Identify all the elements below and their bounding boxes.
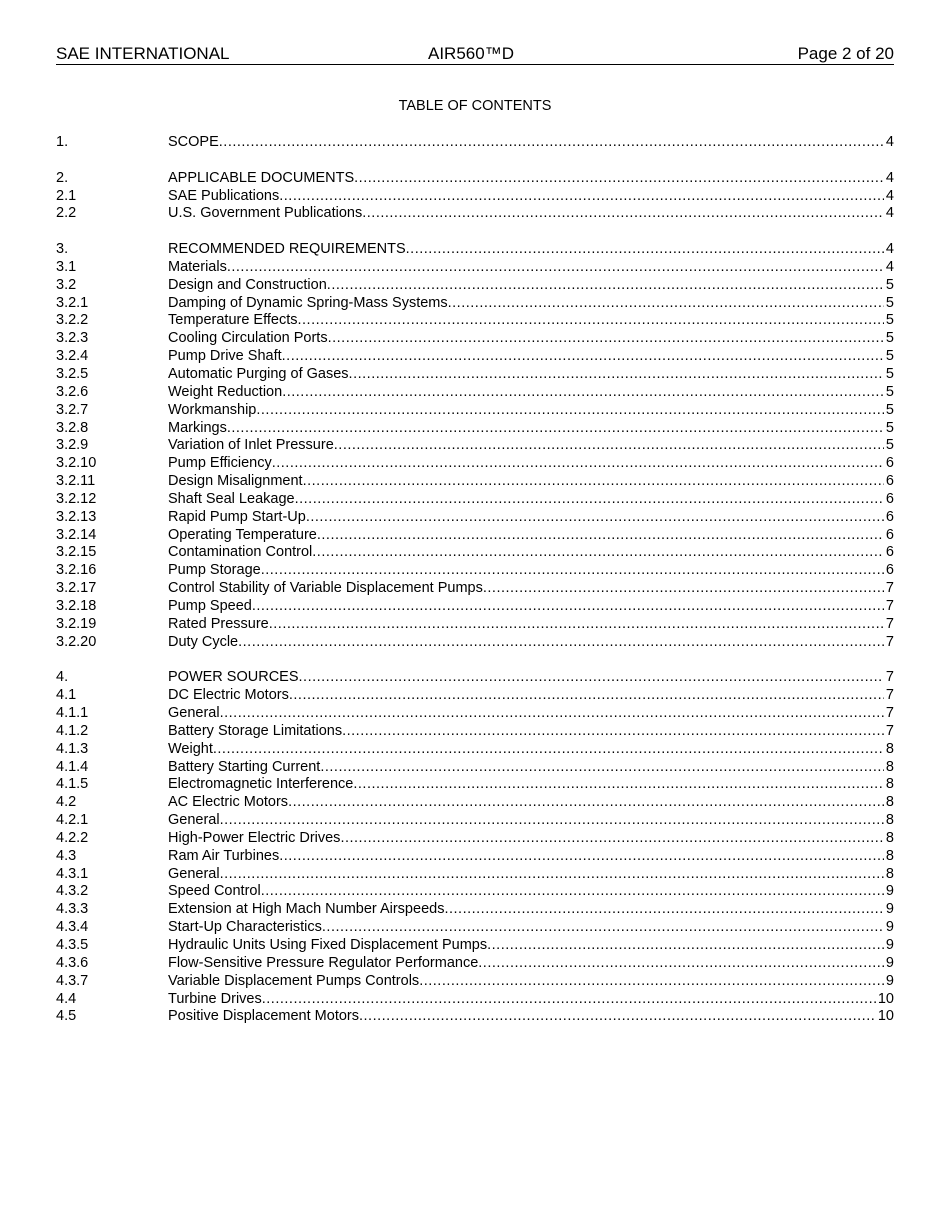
toc-entry-page: 8: [885, 758, 894, 775]
toc-entry-line: [168, 580, 894, 598]
toc-entry[interactable]: [56, 901, 894, 919]
toc-entry-page: 6: [885, 508, 894, 525]
toc-entry-title[interactable]: APPLICABLE DOCUMENTS: [168, 169, 355, 186]
toc-entry-page: 7: [885, 597, 894, 614]
toc-entry-number: 3.2.18: [56, 597, 97, 614]
page-header: [56, 44, 894, 65]
toc-entry-page: 6: [885, 490, 894, 507]
toc-dot-leader: [269, 616, 884, 634]
header-organization: SAE INTERNATIONAL: [56, 44, 230, 63]
toc-entry-title[interactable]: Battery Storage Limitations: [168, 722, 343, 739]
toc-dot-leader: [303, 473, 884, 491]
toc-entry-line: [168, 723, 894, 741]
toc-entry-title[interactable]: Control Stability of Variable Displacement Pumps: [168, 580, 483, 597]
toc-entry-title[interactable]: RECOMMENDED REQUIREMENTS: [168, 241, 406, 258]
toc-entry-number: 3.2.4: [56, 348, 89, 365]
toc-entry-title[interactable]: Pump Storage: [168, 562, 261, 579]
toc-entry-page: 7: [885, 669, 894, 686]
toc-entry-line: [168, 402, 894, 420]
toc-entry-line: [168, 937, 894, 955]
toc-entry-page: 5: [885, 401, 894, 418]
toc-entry-number: 3.1: [56, 258, 77, 275]
toc-dot-leader: [327, 277, 884, 295]
toc-dot-leader: [261, 562, 884, 580]
toc-entry-line: [168, 562, 894, 580]
toc-entry-line: [168, 634, 894, 652]
toc-entry[interactable]: [56, 723, 894, 741]
toc-entry[interactable]: [56, 759, 894, 777]
toc-entry-number: 4.3.1: [56, 865, 89, 882]
toc-entry[interactable]: [56, 580, 894, 598]
table-of-contents: [56, 134, 894, 1026]
toc-entry-page: 7: [885, 722, 894, 739]
toc-entry-page: 9: [885, 936, 894, 953]
toc-entry-page: 7: [885, 580, 894, 597]
toc-entry-title[interactable]: Turbine Drives: [168, 990, 262, 1007]
toc-entry-number: 4.1.1: [56, 705, 89, 721]
toc-entry[interactable]: [56, 973, 894, 991]
toc-entry-number: 3.2.13: [56, 508, 97, 525]
toc-entry-number: 4.2.2: [56, 829, 89, 846]
toc-entry[interactable]: [56, 241, 894, 259]
toc-entry-line: [168, 384, 894, 402]
toc-entry[interactable]: [56, 366, 894, 384]
toc-entry-line: [168, 705, 894, 723]
toc-entry-title[interactable]: SAE Publications: [168, 187, 280, 204]
toc-entry-number: 3.2.19: [56, 615, 97, 632]
toc-entry-line: [168, 687, 894, 705]
toc-entry-page: 6: [885, 455, 894, 472]
toc-entry-line: [168, 794, 894, 812]
toc-entry-title[interactable]: Damping of Dynamic Spring-Mass Systems: [168, 294, 448, 311]
toc-entry-line: [168, 437, 894, 455]
toc-entry-title[interactable]: SCOPE: [168, 134, 219, 150]
toc-entry-number: 4.2: [56, 794, 77, 811]
toc-entry[interactable]: [56, 634, 894, 652]
toc-entry-page: 4: [885, 134, 894, 150]
toc-entry[interactable]: [56, 384, 894, 402]
toc-dot-leader: [487, 937, 884, 955]
toc-entry-number: 2.: [56, 169, 69, 186]
toc-entry-number: 4.3.4: [56, 919, 89, 936]
toc-entry-title[interactable]: Materials: [168, 258, 227, 275]
toc-entry[interactable]: [56, 741, 894, 759]
toc-entry-number: 3.2.10: [56, 455, 97, 472]
header-page-number: Page 2 of 20: [797, 44, 894, 63]
toc-dot-leader: [227, 259, 884, 277]
toc-entry-title[interactable]: Variation of Inlet Pressure: [168, 437, 334, 454]
toc-entry-title[interactable]: Contamination Control: [168, 544, 313, 561]
toc-dot-leader: [483, 580, 884, 598]
toc-dot-leader: [262, 991, 876, 1009]
toc-entry-number: 4.: [56, 669, 69, 686]
toc-entry-title[interactable]: Workmanship: [168, 401, 257, 418]
toc-entry[interactable]: [56, 705, 894, 723]
toc-dot-leader: [306, 509, 884, 527]
toc-entry-number: 3.2.1: [56, 294, 89, 311]
toc-entry[interactable]: [56, 509, 894, 527]
toc-entry-line: [168, 455, 894, 473]
toc-entry-number: 4.1.5: [56, 776, 89, 793]
toc-dot-leader: [340, 830, 883, 848]
toc-entry[interactable]: [56, 491, 894, 509]
toc-entry-line: [168, 759, 894, 777]
toc-entry-title[interactable]: DC Electric Motors: [168, 687, 289, 704]
header-document-id: AIR560™D: [428, 44, 514, 63]
toc-entry[interactable]: [56, 420, 894, 438]
toc-entry-line: [168, 188, 894, 206]
toc-entry[interactable]: [56, 473, 894, 491]
toc-dot-leader: [406, 241, 884, 259]
toc-entry[interactable]: [56, 134, 894, 152]
toc-entry-page: 7: [885, 633, 894, 650]
toc-entry-page: 7: [885, 705, 894, 721]
toc-entry-page: 5: [885, 365, 894, 382]
toc-entry-number: 3.2.3: [56, 330, 89, 347]
toc-entry[interactable]: [56, 866, 894, 884]
toc-entry-page: 5: [885, 330, 894, 347]
toc-entry-title[interactable]: Pump Speed: [168, 597, 252, 614]
toc-entry-line: [168, 866, 894, 884]
toc-entry-line: [168, 955, 894, 973]
toc-entry-title[interactable]: General: [168, 812, 220, 829]
toc-entry-line: [168, 420, 894, 438]
toc-entry-page: 5: [885, 383, 894, 400]
toc-entry-title[interactable]: AC Electric Motors: [168, 794, 289, 811]
toc-entry-line: [168, 669, 894, 687]
toc-entry[interactable]: [56, 955, 894, 973]
toc-entry-title[interactable]: Weight Reduction: [168, 383, 283, 400]
toc-entry-title[interactable]: Hydraulic Units Using Fixed Displacement Pumps: [168, 936, 488, 953]
toc-entry-line: [168, 295, 894, 313]
toc-dot-leader: [349, 366, 884, 384]
toc-entry-number: 4.3: [56, 847, 77, 864]
toc-entry-page: 9: [885, 954, 894, 971]
toc-entry[interactable]: [56, 687, 894, 705]
toc-entry-page: 8: [885, 812, 894, 829]
toc-entry-title[interactable]: Rapid Pump Start-Up: [168, 508, 306, 525]
toc-entry-number: 3.2: [56, 276, 77, 293]
toc-entry-line: [168, 848, 894, 866]
toc-entry[interactable]: [56, 669, 894, 687]
toc-entry-page: 8: [885, 865, 894, 882]
toc-dot-leader: [252, 598, 884, 616]
toc-entry-page: 7: [885, 615, 894, 632]
toc-dot-leader: [478, 955, 884, 973]
toc-entry[interactable]: [56, 794, 894, 812]
toc-entry-number: 3.2.15: [56, 544, 97, 561]
toc-dot-leader: [288, 794, 884, 812]
toc-dot-leader: [298, 312, 884, 330]
toc-entry[interactable]: [56, 848, 894, 866]
toc-entry-number: 1.: [56, 134, 69, 150]
toc-entry-line: [168, 330, 894, 348]
toc-entry-title[interactable]: Electromagnetic Interference: [168, 776, 354, 793]
toc-entry-line: [168, 259, 894, 277]
toc-entry-page: 7: [885, 687, 894, 704]
toc-entry-title[interactable]: POWER SOURCES: [168, 669, 299, 686]
toc-entry-number: 4.1.3: [56, 740, 89, 757]
toc-entry-page: 4: [885, 258, 894, 275]
toc-entry-title[interactable]: Design and Construction: [168, 276, 327, 293]
toc-entry[interactable]: [56, 205, 894, 223]
toc-dot-leader: [282, 384, 884, 402]
toc-entry-line: [168, 741, 894, 759]
toc-entry[interactable]: [56, 402, 894, 420]
toc-entry-number: 4.3.3: [56, 901, 89, 918]
toc-dot-leader: [219, 134, 884, 152]
toc-dot-leader: [354, 170, 884, 188]
toc-entry[interactable]: [56, 1008, 894, 1026]
toc-dot-leader: [353, 776, 884, 794]
toc-entry-page: 6: [885, 473, 894, 490]
toc-entry-number: 4.3.7: [56, 972, 89, 989]
toc-entry-line: [168, 491, 894, 509]
toc-entry-number: 3.: [56, 241, 69, 258]
toc-entry-title[interactable]: Ram Air Turbines: [168, 847, 280, 864]
toc-entry-title[interactable]: Battery Starting Current: [168, 758, 321, 775]
toc-entry-page: 6: [885, 526, 894, 543]
toc-entry-line: [168, 205, 894, 223]
toc-entry-page: 8: [885, 847, 894, 864]
toc-dot-leader: [419, 973, 884, 991]
toc-entry-line: [168, 312, 894, 330]
toc-entry[interactable]: [56, 919, 894, 937]
toc-entry-number: 3.2.8: [56, 419, 89, 436]
toc-entry-title[interactable]: Speed Control: [168, 883, 261, 900]
toc-dot-leader: [362, 205, 884, 223]
toc-dot-leader: [317, 527, 884, 545]
toc-entry-page: 9: [885, 883, 894, 900]
toc-dot-leader: [282, 348, 884, 366]
toc-entry[interactable]: [56, 991, 894, 1009]
toc-entry-page: 10: [877, 1008, 894, 1025]
toc-entry[interactable]: [56, 830, 894, 848]
toc-dot-leader: [295, 491, 884, 509]
toc-entry-line: [168, 473, 894, 491]
toc-entry-page: 5: [885, 276, 894, 293]
toc-entry-line: [168, 277, 894, 295]
toc-dot-leader: [261, 883, 884, 901]
toc-dot-leader: [320, 759, 884, 777]
toc-entry-title[interactable]: Shaft Seal Leakage: [168, 490, 295, 507]
toc-entry[interactable]: [56, 937, 894, 955]
toc-entry-title[interactable]: Positive Displacement Motors: [168, 1008, 359, 1025]
toc-entry-number: 3.2.7: [56, 401, 89, 418]
toc-entry-number: 4.3.2: [56, 883, 89, 900]
toc-dot-leader: [444, 901, 883, 919]
toc-entry-number: 4.4: [56, 990, 77, 1007]
toc-entry[interactable]: [56, 170, 894, 188]
toc-title: TABLE OF CONTENTS: [398, 98, 552, 114]
toc-entry-line: [168, 366, 894, 384]
toc-entry-line: [168, 830, 894, 848]
toc-entry-line: [168, 544, 894, 562]
toc-dot-leader: [238, 634, 884, 652]
toc-entry-page: 8: [885, 794, 894, 811]
toc-entry[interactable]: [56, 330, 894, 348]
toc-entry-line: [168, 616, 894, 634]
toc-dot-leader: [279, 848, 884, 866]
toc-entry-page: 9: [885, 901, 894, 918]
toc-entry-title[interactable]: Start-Up Characteristics: [168, 919, 322, 936]
toc-entry-page: 4: [885, 205, 894, 222]
toc-entry-line: [168, 348, 894, 366]
toc-entry-page: 5: [885, 348, 894, 365]
toc-entry-title[interactable]: Automatic Purging of Gases: [168, 365, 349, 382]
toc-entry-title[interactable]: Pump Drive Shaft: [168, 348, 282, 365]
toc-entry-page: 4: [885, 169, 894, 186]
toc-entry[interactable]: [56, 437, 894, 455]
toc-dot-leader: [448, 295, 884, 313]
toc-entry-line: [168, 883, 894, 901]
toc-entry-number: 4.1: [56, 687, 77, 704]
toc-entry[interactable]: [56, 544, 894, 562]
toc-entry-title[interactable]: Duty Cycle: [168, 633, 239, 650]
toc-entry-page: 8: [885, 740, 894, 757]
toc-entry-page: 6: [885, 544, 894, 561]
toc-entry[interactable]: [56, 277, 894, 295]
toc-entry-number: 4.1.2: [56, 722, 89, 739]
toc-entry-number: 4.3.6: [56, 954, 89, 971]
toc-entry-page: 10: [877, 990, 894, 1007]
toc-entry-title[interactable]: Design Misalignment: [168, 473, 303, 490]
toc-entry[interactable]: [56, 295, 894, 313]
toc-entry[interactable]: [56, 883, 894, 901]
toc-entry-line: [168, 241, 894, 259]
toc-entry-title[interactable]: Operating Temperature: [168, 526, 317, 543]
toc-entry[interactable]: [56, 259, 894, 277]
toc-entry-number: 3.2.16: [56, 562, 97, 579]
toc-dot-leader: [279, 188, 884, 206]
toc-dot-leader: [359, 1008, 876, 1026]
toc-entry[interactable]: [56, 188, 894, 206]
toc-entry[interactable]: [56, 616, 894, 634]
toc-entry[interactable]: [56, 455, 894, 473]
toc-entry-line: [168, 509, 894, 527]
toc-entry-page: 5: [885, 437, 894, 454]
toc-entry-title[interactable]: General: [168, 705, 220, 721]
toc-dot-leader: [256, 402, 884, 420]
toc-dot-leader: [299, 669, 884, 687]
toc-entry-page: 9: [885, 972, 894, 989]
toc-dot-leader: [322, 919, 884, 937]
toc-entry-page: 9: [885, 919, 894, 936]
toc-entry-number: 3.2.11: [56, 473, 96, 490]
toc-entry-line: [168, 598, 894, 616]
toc-entry-number: 3.2.17: [56, 580, 97, 597]
toc-entry-line: [168, 812, 894, 830]
toc-entry-title[interactable]: High-Power Electric Drives: [168, 829, 341, 846]
toc-entry-line: [168, 901, 894, 919]
toc-entry-number: 3.2.6: [56, 383, 89, 400]
toc-entry-number: 4.5: [56, 1008, 77, 1025]
toc-entry-line: [168, 1008, 894, 1026]
toc-entry-title[interactable]: Weight: [168, 740, 213, 757]
toc-dot-leader: [289, 687, 884, 705]
toc-entry[interactable]: [56, 812, 894, 830]
toc-dot-leader: [334, 437, 884, 455]
toc-dot-leader: [272, 455, 884, 473]
toc-entry-line: [168, 919, 894, 937]
toc-dot-leader: [213, 741, 884, 759]
toc-entry-line: [168, 170, 894, 188]
toc-entry-title[interactable]: Pump Efficiency: [168, 455, 272, 472]
toc-entry-title[interactable]: General: [168, 865, 220, 882]
toc-dot-leader: [220, 705, 884, 723]
toc-entry-title[interactable]: Variable Displacement Pumps Controls: [168, 972, 420, 989]
toc-entry[interactable]: [56, 776, 894, 794]
toc-entry-title[interactable]: Cooling Circulation Ports: [168, 330, 328, 347]
toc-entry-number: 3.2.12: [56, 490, 97, 507]
toc-entry-number: 3.2.20: [56, 633, 97, 650]
toc-entry[interactable]: [56, 527, 894, 545]
toc-entry[interactable]: [56, 312, 894, 330]
toc-entry-number: 3.2.9: [56, 437, 89, 454]
toc-entry-title[interactable]: U.S. Government Publications: [168, 205, 363, 222]
toc-entry-line: [168, 527, 894, 545]
toc-entry-title[interactable]: Temperature Effects: [168, 312, 298, 329]
toc-entry[interactable]: [56, 562, 894, 580]
toc-entry-page: 6: [885, 562, 894, 579]
toc-entry-line: [168, 134, 894, 152]
toc-entry[interactable]: [56, 348, 894, 366]
toc-entry-number: 3.2.5: [56, 365, 89, 382]
toc-entry-page: 8: [885, 829, 894, 846]
toc-entry-page: 5: [885, 294, 894, 311]
toc-entry-number: 2.2: [56, 205, 77, 222]
toc-entry-page: 4: [885, 187, 894, 204]
toc-dot-leader: [220, 812, 884, 830]
toc-entry-number: 4.2.1: [56, 812, 89, 829]
toc-dot-leader: [312, 544, 884, 562]
toc-entry-number: 3.2.2: [56, 312, 89, 329]
toc-entry-line: [168, 973, 894, 991]
toc-entry-line: [168, 776, 894, 794]
toc-entry-page: 5: [885, 312, 894, 329]
toc-dot-leader: [227, 420, 884, 438]
toc-entry-number: 2.1: [56, 187, 77, 204]
toc-entry-title[interactable]: Rated Pressure: [168, 615, 269, 632]
toc-entry-title[interactable]: Flow-Sensitive Pressure Regulator Performance: [168, 954, 479, 971]
toc-entry-title[interactable]: Extension at High Mach Number Airspeeds: [168, 901, 445, 918]
toc-entry-page: 8: [885, 776, 894, 793]
toc-entry-page: 4: [885, 241, 894, 258]
toc-entry-number: 4.3.5: [56, 936, 89, 953]
toc-dot-leader: [220, 866, 884, 884]
toc-dot-leader: [342, 723, 884, 741]
toc-entry-number: 3.2.14: [56, 526, 97, 543]
toc-entry-page: 5: [885, 419, 894, 436]
toc-entry[interactable]: [56, 598, 894, 616]
toc-entry-title[interactable]: Markings: [168, 419, 227, 436]
toc-entry-number: 4.1.4: [56, 758, 89, 775]
toc-dot-leader: [328, 330, 884, 348]
toc-entry-line: [168, 991, 894, 1009]
